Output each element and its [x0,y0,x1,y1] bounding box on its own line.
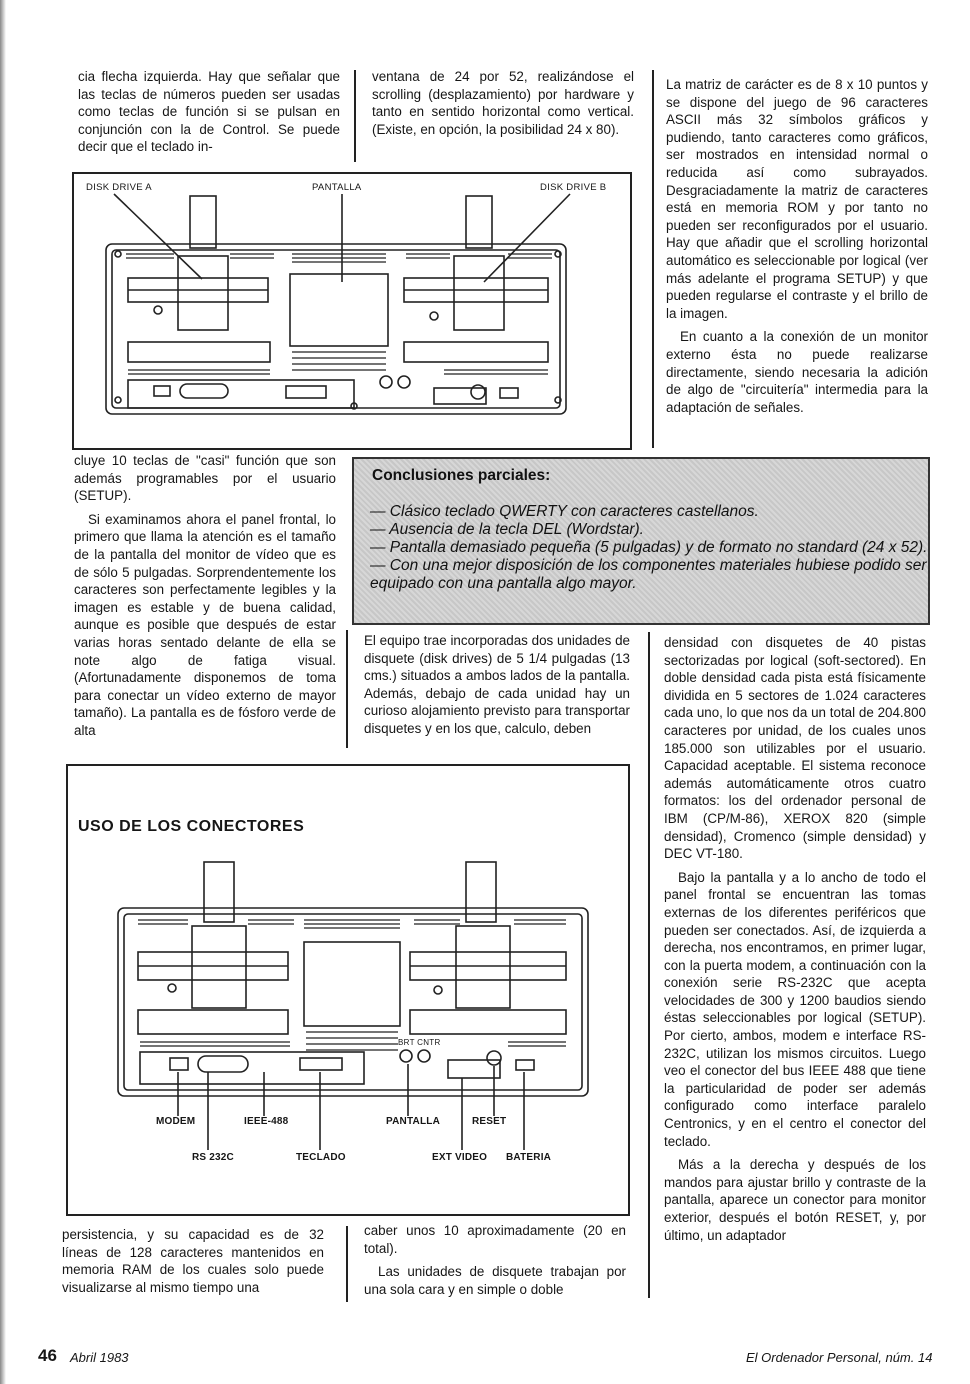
paragraph: caber unos 10 aproximadamente (20 en total). [364,1223,626,1256]
column-2-top [372,68,634,144]
label-rs232c: RS 232C [192,1152,234,1163]
conclusion-item: — Pantalla demasiado pequeña (5 pulgadas) y de formato no standard (24 x 52). [370,539,928,556]
connectors-drawing [68,766,628,1214]
conclusions-list [370,503,928,593]
label-reset: RESET [472,1116,507,1127]
label-bateria: BATERIA [506,1152,552,1163]
label-brt-cntr: BRT CNTR [398,1038,441,1047]
paragraph: cluye 10 teclas de "casi" función que son además programables por el usuario (SETUP). [74,453,336,504]
label-ext-video: EXT VIDEO [432,1152,488,1163]
page-binding-shadow [0,0,6,1384]
conclusions-box [352,457,930,625]
label-disk-drive-a: DISK DRIVE A [86,182,152,193]
paragraph: cia flecha izquierda. Hay que señalar que las teclas de números pueden ser usadas como teclas de función si se pulsan en conjunción con la de Control. Se puede decir que el teclado in- [78,69,340,155]
column-1-top [78,68,340,162]
label-pantalla: PANTALLA [312,182,362,193]
column-divider [346,630,348,748]
paragraph: Bajo la pantalla y a lo ancho de todo el panel frontal se encuentran las tomas externas de los diferentes periféricos que pueden ser conectados. Así, de izquierda a derecha, nos encontramos, en primer lugar, con la puerta modem, a continuación con la conexión serie RS-232C que acepta velocidades de 300 y 1200 baudios siendo éstas seleccionables por logical (SETUP). Por cierto, ambos, modem e interface RS-232C, utilizan los mismos circuitos. Luego veo el conector del bus IEEE 488 que tiene la particularidad de poder ser además configurado como interface paralelo Centronics, y en el centro el conector del teclado. [664,869,926,1149]
column-divider [648,632,650,1298]
column-1-bottom [62,1226,324,1302]
column-1-mid [74,452,336,746]
paragraph: En cuanto a la conexión de un monitor externo ésta no puede realizarse directamente, siendo necesaria la adición de algo de "circuitería" intermedia para la adaptación de señales. [666,329,928,415]
column-divider [346,1226,348,1302]
column-3-top [666,76,928,422]
label-modem: MODEM [156,1116,196,1127]
paragraph: El equipo trae incorporadas dos unidades de disquete (disk drives) de 5 1/4 pulgadas (13 cms.) situados a ambos lados de la pantalla. Además, debajo de cada unidad hay un curioso alojamiento previsto para transportar disquetes y en los que, calculo, deben [364,633,630,736]
front-panel-drawing [74,174,630,448]
conclusion-item: — Ausencia de la tecla DEL (Wordstar). [370,521,644,538]
label-ieee-488: IEEE-488 [244,1116,289,1127]
paragraph: La matriz de carácter es de 8 x 10 puntos y se dispone del juego de 96 caracteres ASCII más 32 símbolos gráficos y pudiendo, tanto caracteres como gráficos, ser mostrados en intensidad normal o reducida así como subrayados. Desgraciadamente la matriz de caracteres está en memoria ROM y por tanto no pueden ser reconfigurados por el usuario. Hay que añadir que el scrolling horizontal automático es seleccionable por logical (ver más adelante el programa SETUP) y que pueden regularse el contraste y el brillo de la imagen. [666,77,928,321]
label-disk-drive-b: DISK DRIVE B [540,182,607,193]
paragraph: ventana de 24 por 52, realizándose el scrolling (desplazamiento) por hardware y tanto en sentido horizontal como vertical. (Existe, en opción, la posibilidad 24 x 80). [372,69,634,137]
column-divider [354,70,356,162]
issue-date: Abril 1983 [70,1350,129,1365]
conclusion-item: — Clásico teclado QWERTY con caracteres castellanos. [370,503,759,520]
figure-connectors-title: USO DE LOS CONECTORES [78,818,305,835]
figure-connectors [66,764,630,1216]
label-teclado: TECLADO [296,1152,346,1163]
figure-front-panel [72,172,632,450]
label-pantalla: PANTALLA [386,1116,440,1127]
conclusion-item: — Con una mejor disposición de los componentes materiales hubiese podido ser equipado con una pantalla algo mayor. [370,557,927,592]
paragraph: Las unidades de disquete trabajan por una sola cara y en simple o doble [364,1264,626,1297]
paragraph: Más a la derecha y después de los mandos para ajustar brillo y contraste de la pantalla, aparece un conector para monitor exterior, después el botón RESET, y, por último, un adaptador [664,1157,926,1243]
magazine-name: El Ordenador Personal, núm. 14 [746,1350,933,1365]
column-2-mid [364,632,630,744]
conclusions-title: Conclusiones parciales: [372,467,551,484]
paragraph: persistencia, y su capacidad es de 32 líneas de 128 caracteres mantenidos en memoria RAM de los cuales solo puede visualizarse al mismo tiempo una [62,1227,324,1295]
column-2-bottom [364,1222,626,1304]
page-number: 46 [38,1346,57,1365]
column-3-mid [664,634,926,1250]
paragraph: densidad con disquetes de 40 pistas sectorizadas por logical (soft-sectored). En doble densidad cada pista está físicamente dividida en 5 sectores de 1.024 caracteres cada uno, lo que nos da un total de 204.800 caracteres por unidad, de los cuales unos 185.000 son utilizables por el usuario. Capacidad aceptable. El sistema reconoce además automáticamente otros cuatro formatos: los del ordenador personal de IBM (CP/M-86), XEROX 820 (simple densidad), Cromenco (simple densidad) y DEC VT-180. [664,635,926,862]
paragraph: Si examinamos ahora el panel frontal, lo primero que llama la atención es el tamaño de la pantalla del monitor de vídeo que es de sólo 5 pulgadas. Sorprendentemente los caracteres son perfectamente legibles y la imagen es estable y de buena calidad, aunque es posible que después de estar varias horas sentado delante de ella se note algo de fatiga visual. (Afortunadamente disponemos de toma para conectar un vídeo externo de mayor tamaño). La pantalla es de fósforo verde de alta [74,511,336,738]
column-divider [652,70,654,448]
